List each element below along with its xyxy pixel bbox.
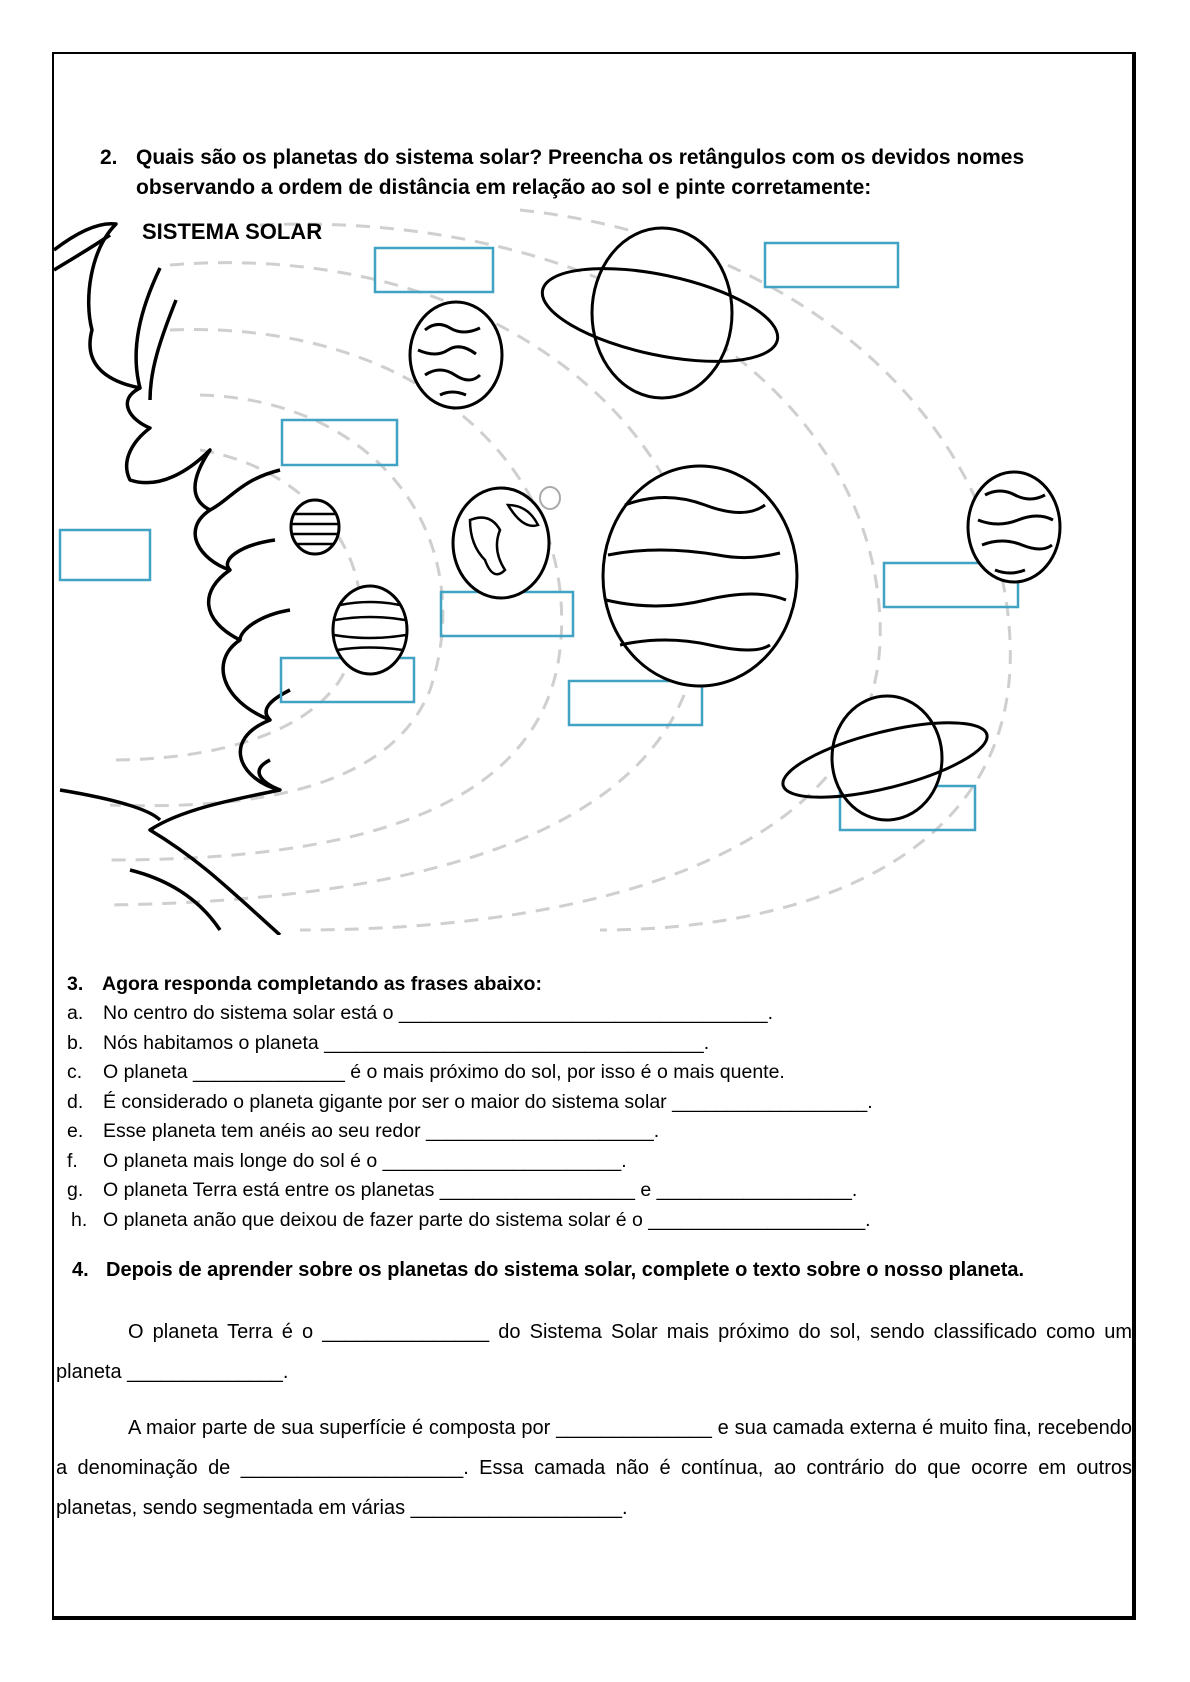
- list-item: e. Esse planeta tem anéis ao seu redor _____________________.: [67, 1120, 660, 1142]
- list-item: f. O planeta mais longe do sol é o ______________________.: [67, 1149, 627, 1172]
- paragraph-2-text[interactable]: A maior parte de sua superfície é composta por ______________ e sua camada externa é muito fina, recebendo a denominação de ____________________. Essa camada não é contínua, ao contrário do que ocorre em outros planetas, sendo segmentada em várias ___________________.: [56, 1417, 1132, 1519]
- question-4-heading: [72, 1259, 1024, 1282]
- list-item: a. No centro do sistema solar está o __________________________________.: [67, 1002, 774, 1024]
- list-item: b. Nós habitamos o planeta ___________________________________.: [67, 1031, 710, 1054]
- question-3-heading: [67, 970, 873, 999]
- paragraph-1-text[interactable]: O planeta Terra é o _______________ do Sistema Solar mais próximo do sol, sendo classificado como um planeta ______________.: [56, 1321, 1132, 1383]
- question-3: [67, 970, 873, 1235]
- mercury-illustration: [291, 500, 339, 554]
- question-2-number: 2.: [100, 146, 118, 169]
- question-4-number: 4.: [72, 1259, 89, 1281]
- moon-illustration: [540, 487, 560, 509]
- question-2-text: Quais são os planetas do sistema solar? Preencha os retângulos com os devidos nomes observando a ordem de distância em relação ao sol e pinte corretamente:: [136, 146, 1025, 199]
- venus-illustration: [333, 586, 407, 674]
- question-3-heading-text: Agora responda completando as frases abaixo:: [102, 973, 542, 995]
- answer-box-saturn[interactable]: [765, 243, 898, 287]
- saturn-illustration: [534, 228, 785, 398]
- uranus-illustration: [968, 472, 1060, 582]
- item-text[interactable]: O planeta Terra está entre os planetas __________________ e __________________.: [103, 1179, 858, 1201]
- list-item: g. O planeta Terra está entre os planetas __________________ e __________________.: [67, 1179, 858, 1201]
- jupiter-illustration: [603, 466, 797, 686]
- question-3-number: 3.: [67, 973, 84, 995]
- item-text[interactable]: No centro do sistema solar está o __________________________________.: [103, 1002, 774, 1024]
- mars-illustration: [410, 302, 502, 408]
- item-text[interactable]: O planeta ______________ é o mais próximo do sol, por isso é o mais quente.: [103, 1061, 785, 1083]
- list-item: h. O planeta anão que deixou de fazer parte do sistema solar é o ____________________.: [71, 1208, 871, 1231]
- answer-box-sun[interactable]: [60, 530, 150, 580]
- paragraph-1: [56, 1312, 1132, 1392]
- paragraph-2: [56, 1408, 1132, 1528]
- item-text[interactable]: É considerado o planeta gigante por ser o maior do sistema solar __________________.: [103, 1090, 873, 1113]
- item-text[interactable]: Esse planeta tem anéis ao seu redor _____________________.: [103, 1120, 660, 1142]
- question-4-heading-text: Depois de aprender sobre os planetas do sistema solar, complete o texto sobre o nosso planeta.: [106, 1259, 1025, 1281]
- item-text[interactable]: O planeta anão que deixou de fazer parte do sistema solar é o ____________________.: [103, 1208, 871, 1231]
- list-item: d. É considerado o planeta gigante por ser o maior do sistema solar __________________.: [67, 1090, 873, 1113]
- earth-illustration: [453, 488, 549, 598]
- neptune-illustration: [776, 696, 993, 820]
- answer-box-mercury[interactable]: [282, 420, 397, 465]
- list-item: c. O planeta ______________ é o mais próximo do sol, por isso é o mais quente.: [67, 1061, 785, 1083]
- item-text[interactable]: O planeta mais longe do sol é o ______________________.: [103, 1149, 627, 1172]
- diagram-title: SISTEMA SOLAR: [142, 219, 323, 244]
- solar-system-diagram: [54, 205, 1094, 935]
- item-text[interactable]: Nós habitamos o planeta ___________________________________.: [103, 1031, 710, 1054]
- question-2: [100, 143, 1090, 203]
